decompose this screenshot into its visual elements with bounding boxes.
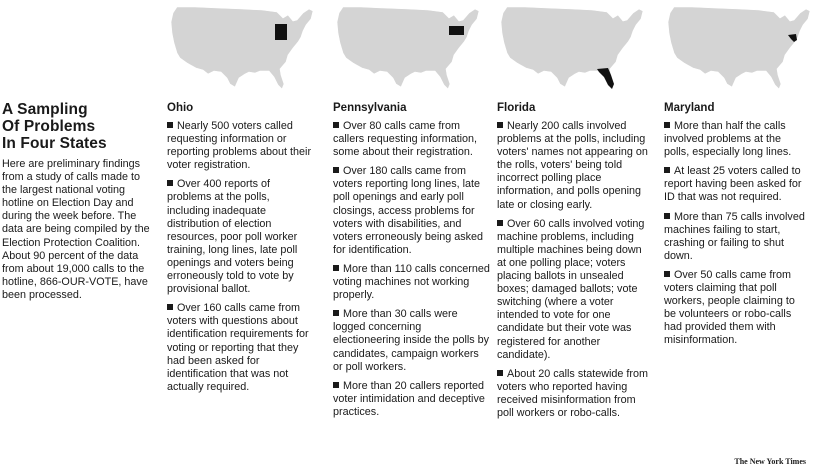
bullet-icon [333, 265, 339, 271]
us-map-pennsylvania-highlighted-icon [333, 0, 483, 92]
ohio-highlight [275, 24, 287, 40]
page-title: A Sampling Of Problems In Four States [2, 101, 107, 152]
list-item: Over 160 calls came from voters with questions about identification requirements for voting or reporting that they had been asked for identification that was not actually required. [167, 302, 309, 393]
bullet-icon [333, 122, 339, 128]
florida-highlight [597, 68, 614, 89]
list-item: About 20 calls statewide from voters who reported having received misinformation from poll workers or robo-calls. [497, 367, 649, 419]
bullet-icon [167, 122, 173, 128]
state-name: Ohio [167, 102, 194, 114]
bullet-icon [333, 167, 339, 173]
list-item: Nearly 200 calls involved problems at the polls, including voters' names not appearing on the rolls, voters' being told incorrect polling place information, and polls opening late or closing early. [497, 120, 648, 211]
bullet-icon [497, 370, 503, 376]
findings-list [497, 120, 653, 426]
us-map-florida-highlighted-icon [497, 0, 647, 92]
list-item: More than 110 calls concerned voting machines not working properly. [333, 262, 490, 302]
bullet-icon [664, 122, 670, 128]
findings-list [333, 120, 491, 425]
intro-block [2, 101, 152, 302]
findings-list [664, 120, 807, 354]
list-item: More than 20 callers reported voter intimidation and deceptive practices. [333, 379, 485, 418]
list-item: At least 25 voters called to report having been asked for ID that was not required. [664, 165, 802, 204]
source-credit: The New York Times [734, 457, 806, 466]
us-map-ohio-highlighted-icon [167, 0, 317, 92]
bullet-icon [497, 220, 503, 226]
bullet-icon [664, 213, 670, 219]
bullet-icon [333, 382, 339, 388]
bullet-icon [167, 304, 173, 310]
bullet-icon [167, 180, 173, 186]
bullet-icon [664, 167, 670, 173]
list-item: Nearly 500 voters called requesting information or reporting problems about their voter registration. [167, 120, 312, 172]
bullet-icon [333, 310, 339, 316]
state-name: Florida [497, 102, 536, 114]
bullet-icon [664, 271, 670, 277]
list-item: More than 30 calls were logged concerning electioneering inside the polls by candidates, campaign workers or poll workers. [333, 308, 490, 373]
list-item: More than 75 calls involved machines failing to start, crashing or failing to shut down. [664, 210, 805, 262]
bullet-icon [497, 122, 503, 128]
list-item: Over 50 calls came from voters claiming that poll workers, people claiming to be volunteers or robo-calls had provided them with misinformation. [664, 268, 795, 347]
list-item: Over 60 calls involved voting machine problems, including multiple machines being down at one polling place; voters placing ballots in unsealed boxes; damaged ballots; vote switching (where a voter intended to vote for one candidate but their vote was registered for another candidate). [497, 217, 645, 361]
findings-list [167, 120, 315, 400]
us-map-maryland-highlighted-icon [664, 0, 813, 92]
pennsylvania-highlight [449, 26, 464, 35]
list-item: Over 180 calls came from voters reporting long lines, late poll openings and early poll closings, access problems for voters with disabilities, and voters erroneously being asked for identification. [333, 165, 484, 256]
list-item: Over 80 calls came from callers requesting information, some about their registration. [333, 120, 478, 159]
state-name: Pennsylvania [333, 102, 407, 114]
intro-description: Here are preliminary findings from a study of calls made to the largest national voting hotline on Election Day and during the week before. The data are being compiled by the Election Protection Coalition. About 90 percent of the data from about 19,000 calls to the hotline, 866-OUR-VOTE, have been processed. [2, 158, 150, 301]
list-item: More than half the calls involved problems at the polls, especially long lines. [664, 120, 792, 159]
state-name: Maryland [664, 102, 715, 114]
list-item: Over 400 reports of problems at the polls, including inadequate distribution of election resources, poor poll worker training, long lines, late poll openings and voters being erroneously told to vote by provisional ballot. [167, 178, 298, 296]
